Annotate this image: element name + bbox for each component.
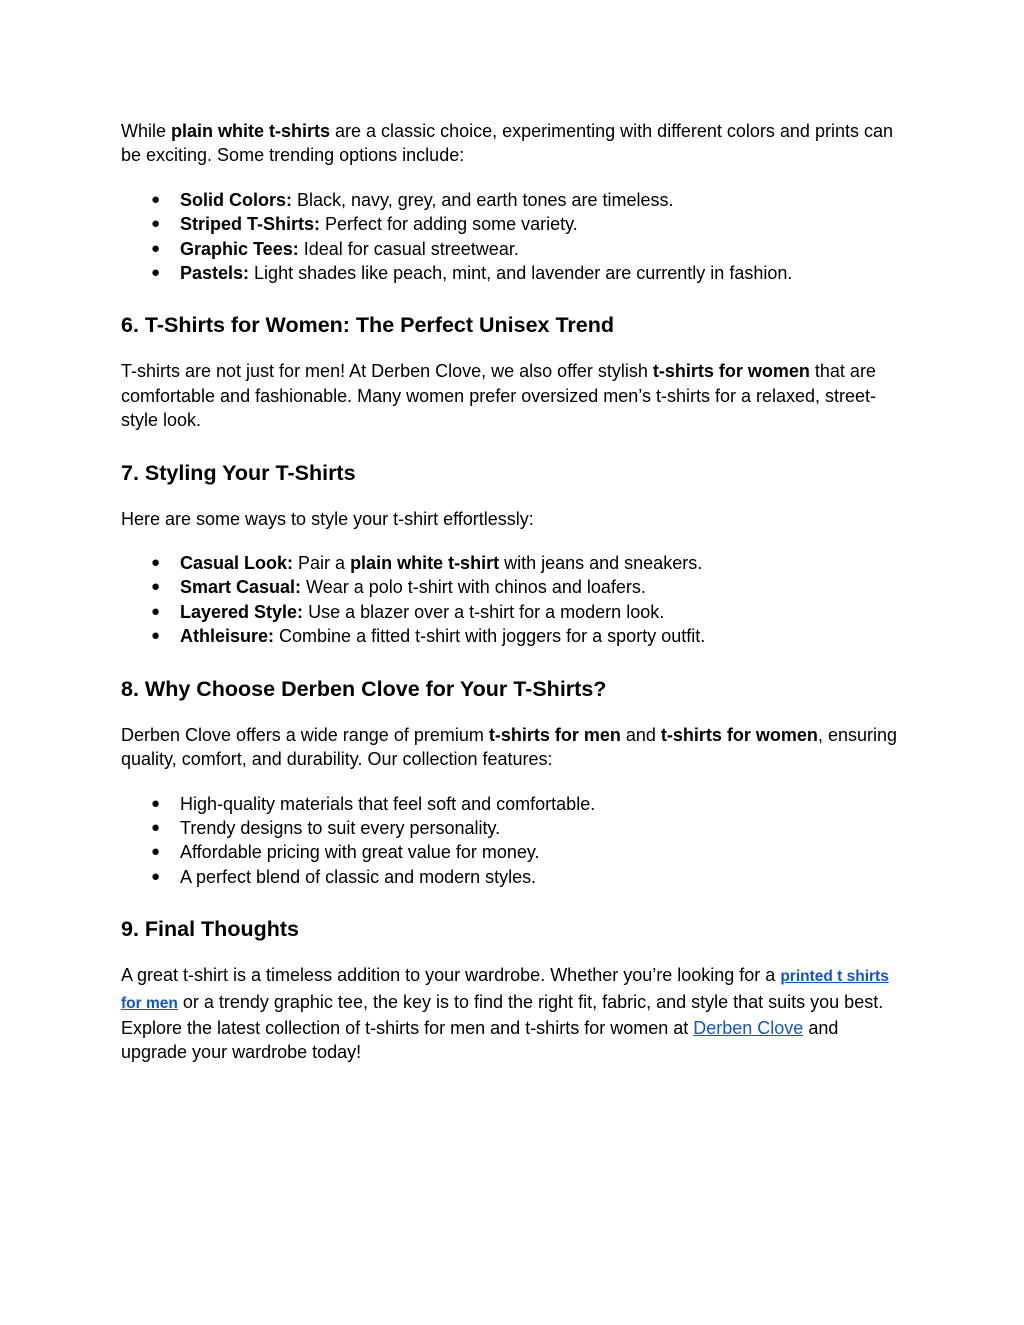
list-item [121, 600, 904, 624]
bullet-icon: ● [151, 578, 161, 596]
list-item-label: Casual Look: [180, 553, 294, 574]
bullet-icon: ● [151, 215, 161, 233]
section-8-heading: 8. Why Choose Derben Clove for Your T-Shirts? [121, 676, 607, 701]
bullet-icon: ● [151, 843, 161, 861]
section-9-heading: 9. Final Thoughts [121, 917, 299, 942]
styling-list [121, 551, 904, 649]
list-item-text: Trendy designs to suit every personality. [180, 817, 501, 838]
bullet-icon: ● [151, 239, 161, 257]
list-item-text: High-quality materials that feel soft and comfortable. [180, 793, 596, 814]
intro-text-2: are a classic choice, experimenting with different colors and prints can be exciting. Some trending options include: [121, 121, 893, 166]
section-8-text-3: , ensuring quality, comfort, and durability. Our collection features: [121, 724, 897, 770]
list-item [121, 575, 904, 599]
list-item-text: Ideal for casual streetwear. [298, 238, 519, 259]
list-item [121, 261, 904, 285]
list-item-text: Wear a polo t-shirt with chinos and loafers. [301, 577, 646, 598]
section-6-heading: 6. T-Shirts for Women: The Perfect Unisex Trend [121, 313, 615, 338]
list-item [121, 188, 904, 212]
list-item-label: Pastels: [180, 263, 250, 284]
list-item-text: Combine a fitted t-shirt with joggers for a sporty outfit. [274, 626, 706, 647]
intro-text-1: While [121, 121, 172, 141]
list-item [121, 212, 904, 236]
list-item [121, 816, 904, 840]
intro-paragraph [121, 119, 904, 168]
intro-bold-1: plain white t-shirts [171, 121, 331, 141]
derben-clove-link[interactable]: Derben Clove [693, 1017, 804, 1038]
list-item [121, 865, 904, 889]
section-7-intro: Here are some ways to style your t-shirt effortlessly: [121, 508, 534, 529]
list-item [121, 840, 904, 864]
list-item-text: Light shades like peach, mint, and lavender are currently in fashion. [249, 263, 793, 284]
features-list [121, 792, 904, 890]
list-item-bold: plain white t-shirt [350, 553, 500, 574]
list-item-label: Athleisure: [180, 626, 275, 647]
section-9-text-3: and upgrade your wardrobe today! [121, 1017, 839, 1063]
bullet-icon: ● [151, 602, 161, 620]
list-item-text: with jeans and sneakers. [499, 553, 703, 574]
list-item-text: A perfect blend of classic and modern styles. [180, 866, 537, 887]
list-item-label: Layered Style: [180, 601, 304, 622]
list-item-label: Smart Casual: [180, 577, 302, 598]
list-item-label: Graphic Tees: [180, 238, 299, 259]
list-item [121, 624, 904, 648]
trending-list [121, 188, 904, 286]
printed-t-shirts-link[interactable]: printed t shirts for men [121, 968, 889, 1012]
section-8-paragraph [121, 723, 904, 772]
section-9-paragraph [121, 963, 904, 1065]
section-8-bold-1: t-shirts for men [488, 724, 621, 745]
list-item [121, 237, 904, 261]
bullet-icon: ● [151, 554, 161, 572]
list-item-text: Perfect for adding some variety. [320, 214, 578, 235]
section-9-text-1: A great t-shirt is a timeless addition to your wardrobe. Whether you’re looking for a [121, 965, 781, 986]
bullet-icon: ● [151, 867, 161, 885]
section-6-text-1: T-shirts are not just for men! At Derben Clove, we also offer stylish [121, 361, 653, 382]
section-6-text-2: that are comfortable and fashionable. Many women prefer oversized men’s t-shirts for a relaxed, street-style look. [121, 361, 877, 431]
bullet-icon: ● [151, 818, 161, 836]
section-8-bold-2: t-shirts for women [660, 724, 818, 745]
list-item-text: Pair a [293, 553, 351, 574]
list-item-label: Striped T-Shirts: [180, 214, 321, 235]
list-item-text: Use a blazer over a t-shirt for a modern look. [303, 601, 665, 622]
bullet-icon: ● [151, 264, 161, 282]
bullet-icon: ● [151, 190, 161, 208]
section-7-heading: 7. Styling Your T-Shirts [121, 460, 356, 485]
section-8-text-2: and [620, 724, 661, 745]
list-item [121, 551, 904, 575]
list-item-text: Affordable pricing with great value for money. [180, 842, 540, 863]
section-8-text-1: Derben Clove offers a wide range of premium [121, 724, 489, 745]
section-9-text-2: or a trendy graphic tee, the key is to find the right fit, fabric, and style that suits you best. Explore the latest collection of t-shirts for men and t-shirts for women at [121, 991, 884, 1038]
list-item [121, 792, 904, 816]
bullet-icon: ● [151, 794, 161, 812]
section-6-paragraph [121, 359, 904, 432]
bullet-icon: ● [151, 627, 161, 645]
section-6-bold-1: t-shirts for women [652, 361, 810, 382]
list-item-label: Solid Colors: [180, 189, 292, 210]
list-item-text: Black, navy, grey, and earth tones are timeless. [292, 189, 674, 210]
